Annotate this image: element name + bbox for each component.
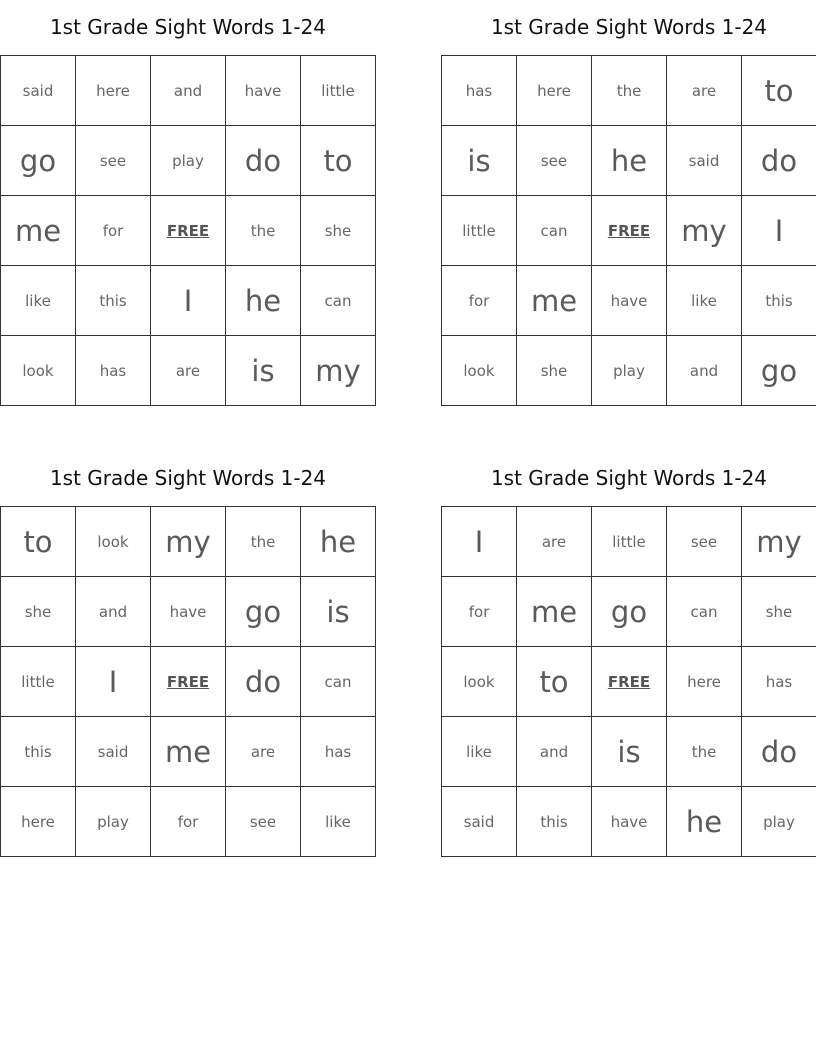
word-cell: this xyxy=(517,787,592,857)
word-cell: are xyxy=(517,507,592,577)
word-cell: she xyxy=(517,336,592,406)
word-cell: is xyxy=(226,336,301,406)
card-title: 1st Grade Sight Words 1-24 xyxy=(490,466,768,490)
bingo-card-3 xyxy=(0,451,376,857)
word-cell: go xyxy=(592,577,667,647)
word-cell: and xyxy=(76,577,151,647)
word-cell: little xyxy=(592,507,667,577)
word-cell: see xyxy=(76,126,151,196)
word-cell: said xyxy=(76,717,151,787)
word-cell: have xyxy=(592,266,667,336)
word-cell: can xyxy=(301,266,376,336)
word-cell: look xyxy=(76,507,151,577)
word-cell: and xyxy=(517,717,592,787)
word-cell: play xyxy=(76,787,151,857)
word-cell: can xyxy=(301,647,376,717)
word-cell: look xyxy=(1,336,76,406)
word-cell: see xyxy=(517,126,592,196)
word-cell: he xyxy=(592,126,667,196)
word-cell: me xyxy=(1,196,76,266)
bingo-grid xyxy=(441,506,816,857)
word-cell: do xyxy=(226,647,301,717)
word-cell: go xyxy=(742,336,816,406)
word-cell: has xyxy=(742,647,816,717)
word-cell: is xyxy=(442,126,517,196)
word-cell: are xyxy=(226,717,301,787)
bingo-card-2 xyxy=(441,0,816,406)
word-cell: he xyxy=(667,787,742,857)
bingo-card-4 xyxy=(441,451,816,857)
word-cell: have xyxy=(592,787,667,857)
word-cell: said xyxy=(1,56,76,126)
word-cell: like xyxy=(1,266,76,336)
word-cell: for xyxy=(76,196,151,266)
word-cell: for xyxy=(442,577,517,647)
word-cell: the xyxy=(667,717,742,787)
word-cell: to xyxy=(1,507,76,577)
word-cell: my xyxy=(667,196,742,266)
word-cell: play xyxy=(592,336,667,406)
word-cell: my xyxy=(301,336,376,406)
word-cell: my xyxy=(742,507,816,577)
card-title: 1st Grade Sight Words 1-24 xyxy=(49,466,327,490)
word-cell: has xyxy=(442,56,517,126)
card-title: 1st Grade Sight Words 1-24 xyxy=(490,15,768,39)
free-space-cell: FREE xyxy=(151,196,226,266)
word-cell: like xyxy=(442,717,517,787)
word-cell: said xyxy=(442,787,517,857)
word-cell: and xyxy=(151,56,226,126)
word-cell: has xyxy=(301,717,376,787)
word-cell: little xyxy=(301,56,376,126)
word-cell: play xyxy=(151,126,226,196)
word-cell: this xyxy=(742,266,816,336)
card-title: 1st Grade Sight Words 1-24 xyxy=(49,15,327,39)
word-cell: here xyxy=(76,56,151,126)
word-cell: like xyxy=(667,266,742,336)
word-cell: said xyxy=(667,126,742,196)
word-cell: for xyxy=(151,787,226,857)
free-space-cell: FREE xyxy=(151,647,226,717)
word-cell: and xyxy=(667,336,742,406)
word-cell: I xyxy=(442,507,517,577)
word-cell: this xyxy=(1,717,76,787)
word-cell: she xyxy=(742,577,816,647)
word-cell: I xyxy=(151,266,226,336)
word-cell: have xyxy=(226,56,301,126)
word-cell: me xyxy=(517,266,592,336)
word-cell: she xyxy=(301,196,376,266)
bingo-card-1 xyxy=(0,0,376,406)
word-cell: play xyxy=(742,787,816,857)
word-cell: to xyxy=(301,126,376,196)
word-cell: can xyxy=(517,196,592,266)
word-cell: here xyxy=(667,647,742,717)
word-cell: my xyxy=(151,507,226,577)
free-space-cell: FREE xyxy=(592,196,667,266)
word-cell: here xyxy=(517,56,592,126)
word-cell: look xyxy=(442,647,517,717)
word-cell: for xyxy=(442,266,517,336)
bingo-grid xyxy=(441,55,816,406)
free-space-cell: FREE xyxy=(592,647,667,717)
word-cell: the xyxy=(226,507,301,577)
word-cell: go xyxy=(226,577,301,647)
word-cell: has xyxy=(76,336,151,406)
word-cell: this xyxy=(76,266,151,336)
word-cell: are xyxy=(667,56,742,126)
word-cell: little xyxy=(442,196,517,266)
word-cell: me xyxy=(151,717,226,787)
word-cell: do xyxy=(742,126,816,196)
word-cell: here xyxy=(1,787,76,857)
word-cell: I xyxy=(76,647,151,717)
word-cell: is xyxy=(301,577,376,647)
word-cell: like xyxy=(301,787,376,857)
word-cell: little xyxy=(1,647,76,717)
word-cell: can xyxy=(667,577,742,647)
word-cell: she xyxy=(1,577,76,647)
word-cell: is xyxy=(592,717,667,787)
word-cell: see xyxy=(226,787,301,857)
word-cell: look xyxy=(442,336,517,406)
bingo-grid xyxy=(0,55,376,406)
word-cell: the xyxy=(226,196,301,266)
word-cell: go xyxy=(1,126,76,196)
word-cell: he xyxy=(226,266,301,336)
word-cell: me xyxy=(517,577,592,647)
word-cell: the xyxy=(592,56,667,126)
word-cell: I xyxy=(742,196,816,266)
word-cell: to xyxy=(517,647,592,717)
word-cell: do xyxy=(742,717,816,787)
word-cell: he xyxy=(301,507,376,577)
bingo-grid xyxy=(0,506,376,857)
word-cell: have xyxy=(151,577,226,647)
word-cell: are xyxy=(151,336,226,406)
word-cell: to xyxy=(742,56,816,126)
word-cell: see xyxy=(667,507,742,577)
word-cell: do xyxy=(226,126,301,196)
